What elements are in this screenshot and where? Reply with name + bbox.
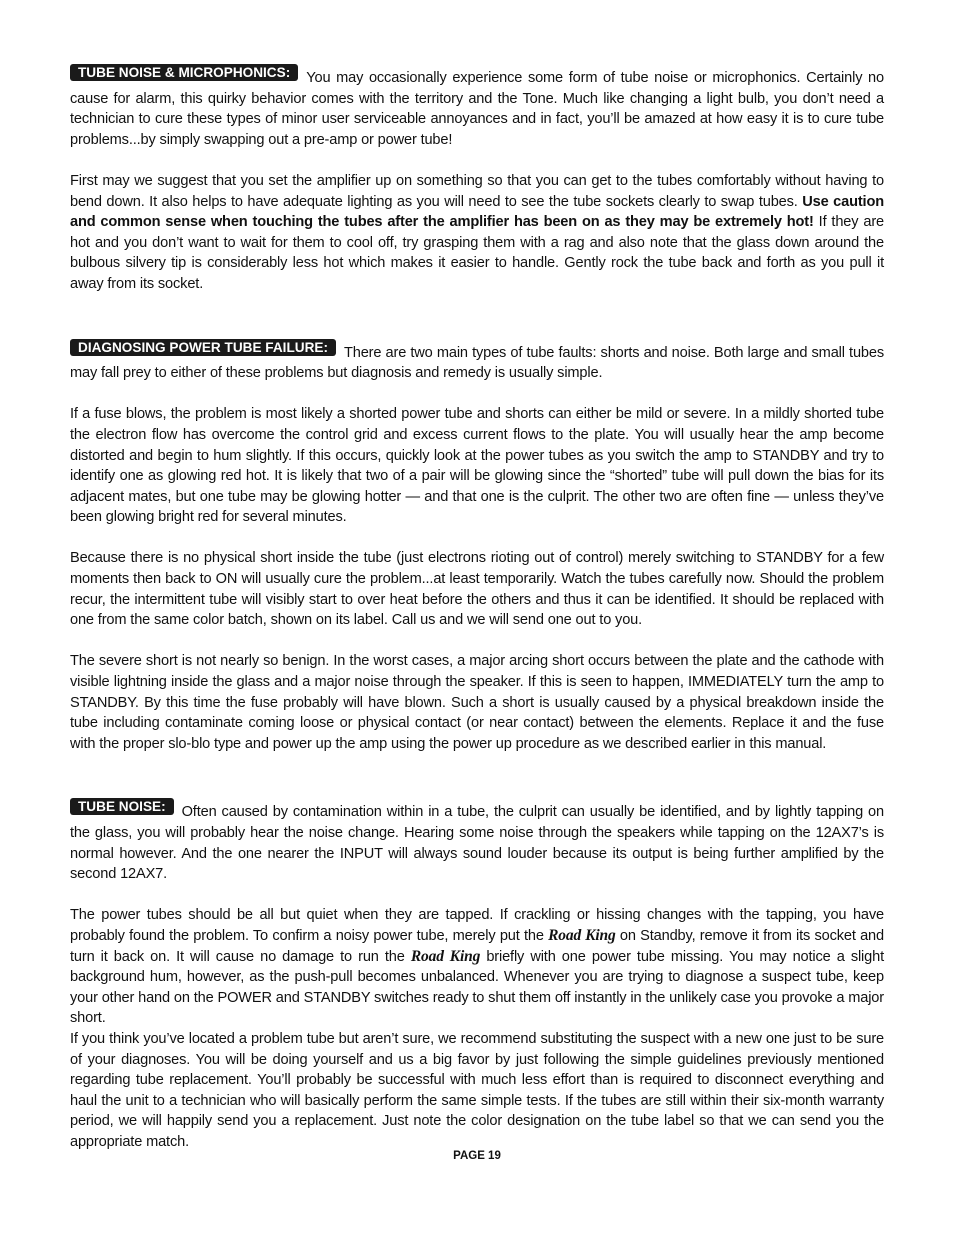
text: If they are hot and you don’t want to wait for them to cool off, try grasping them with a rag and also note that the glass down around the bulbous silvery tip is considerably less hot which makes it easier to handle. Gently rock the tube back and forth as you pull it away from its socket. [70,214,884,292]
section2-paragraph2: If a fuse blows, the problem is most likely a shorted power tube and shorts can either be mild or severe. In a mildly shorted tube the electron flow has overcome the control grid and excess current flows to the plate. You will usually hear the amp become distorted and begin to hum slightly. If this occurs, quickly look at the power tubes as you switch the amp to STANDBY and try to identify one as glowing red hot. It is likely that two of a pair will be glowing since the “shorted” tube will pull down the bias for its adjacent mates, but one tube may be glowing hotter — and that one is the culprit. The other two are often fine — unless they’ve been glowing bright red for several minutes. [70,406,884,526]
text: briefly with one power tube missing. You may notice a slight background hum, however, as the push-pull becomes unbalanced. Whenever you are trying to diagnose a suspect tube, keep your other hand on the POWER and STANDBY switches ready to shut them off instantly in the unlikely case you provoke a major short. [70,948,884,1027]
text: on Standby, remove it from its socket and turn it back on. It will cause no damage to run the [70,927,884,965]
section3-paragraph2 [70,905,884,1029]
section3-paragraph3: If you think you’ve located a problem tube but aren’t sure, we recommend substituting the suspect with a new one just to be sure of your diagnoses. You will be doing yourself and us a big favor by just following the simple guidelines previously mentioned regarding tube replacement. You’ll probably be successful with much less effort than is required to disconnect everything and haul the unit to a technician who will basically perform the same simple tests. If the tubes are still within their six-month warranty period, we will happily send you a replacement. Just note the color designation on the tube label so that we can send you the appropriate match. [70,1030,884,1150]
section2-paragraph1 [70,339,884,384]
text: First may we suggest that you set the amplifier up on something so that you can get to the tubes comfortably without having to bend down. It also helps to have adequate lighting as you will need to see the tube sockets clearly to swap tubes. [70,172,884,210]
section2-paragraph3: Because there is no physical short inside the tube (just electrons rioting out of control) merely switching to STANDBY for a few moments then back to ON will usually cure the problem...at least temporarily. Watch the tubes carefully now. Should the problem recur, the intermittent tube will visibly start to over heat before the others and thus it can be identified. It should be replaced with one from the same color batch, shown on its label. Call us and we will send one out to you. [70,550,884,629]
section1-paragraph2 [70,171,884,295]
brand-name: Road King [410,947,481,965]
text: You may occasionally experience some form of tube noise or microphonics. Certainly no cause for alarm, this quirky behavior comes with the territory and the Tone. Much like changing a light bulb, you don’t need a technician to cure these types of minor user serviceable annoyances and in fact, you’ll be amazed at how easy it is to cure tube problems...by simply swapping out a pre-amp or power tube! [70,70,884,148]
page-number: PAGE 19 [453,1150,501,1162]
section2-paragraph4: The severe short is not nearly so benign. In the worst cases, a major arcing short occurs between the plate and the cathode with visible lightning inside the glass and a major noise through the speaker. If this is seen to happen, IMMEDIATELY turn the amp to STANDBY. By this time the fuse probably will have blown. Such a short is usually caused by a physical breakdown inside the tube including contaminate coming loose or physical contact (or near contact) between the elements. Replace it and the fuse with the proper slo-blo type and power up the amp using the power up procedure as we described earlier in this manual. [70,653,884,752]
section-label-diagnosing-power-tube-failure: DIAGNOSING POWER TUBE FAILURE: [70,339,336,356]
section1-paragraph1 [70,65,884,150]
caution-warning: Use caution and common sense when touching the tubes after the amplifier has been on as they may be extremely hot! [70,193,884,231]
section3-paragraph1 [70,799,884,884]
text: Often caused by contamination within in a tube, the culprit can usually be identified, and by lightly tapping on the glass, you will probably hear the noise change. Hearing some noise through the speakers while tapping on the 12AX7’s is normal however. And the one nearer the INPUT will always sound louder because its output is being further amplified by the second 12AX7. [70,804,884,883]
text: There are two main types of tube faults: shorts and noise. Both large and small tubes may fall prey to either of these problems but diagnosis and remedy is usually simple. [70,344,884,382]
text: The power tubes should be all but quiet when they are tapped. If crackling or hissing changes with the tapping, you have probably found the problem. To confirm a noisy power tube, merely put the [70,907,884,944]
section-label-tube-noise: TUBE NOISE: [70,798,174,815]
section-label-tube-noise-microphonics: TUBE NOISE & MICROPHONICS: [70,64,298,81]
brand-name: Road King [548,926,616,944]
manual-page [70,65,884,1153]
